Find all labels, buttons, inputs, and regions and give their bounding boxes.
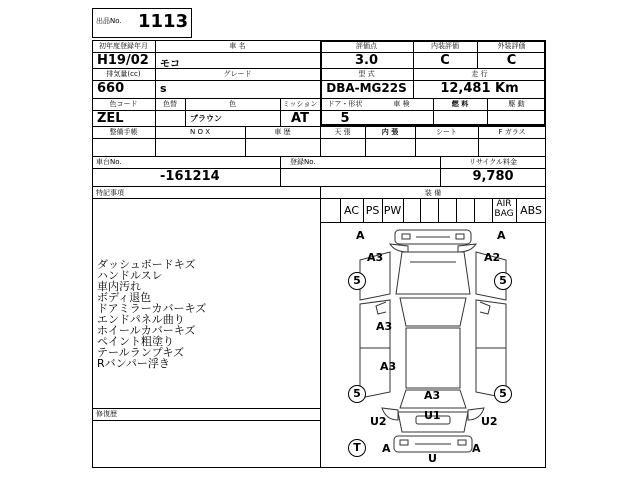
mark-front-left: A xyxy=(356,229,365,242)
mark-wheel-rl: 5 xyxy=(348,385,366,403)
mark-wheel-fr: 5 xyxy=(494,272,512,290)
mission-value: AT xyxy=(291,111,309,126)
year-label: 初年度登録年月 xyxy=(99,42,148,50)
sunroof-label: 天 張 xyxy=(334,128,351,136)
mark-hood-right: A2 xyxy=(484,251,501,264)
chassis-value: -161214 xyxy=(160,169,220,184)
mark-rear-glass: U1 xyxy=(424,409,441,422)
lot-label: 出品No. xyxy=(96,17,122,25)
note-item: エンドパネル曲り xyxy=(97,313,185,326)
color-value: ブラウン xyxy=(190,114,222,123)
mileage-value: 12,481 Km xyxy=(440,81,519,96)
mark-wheel-rr: 5 xyxy=(494,385,512,403)
equip-ac: AC xyxy=(343,204,359,217)
history-label: 車 歴 xyxy=(274,128,291,136)
color-no-label: 色替 xyxy=(163,100,177,108)
exterior-value: C xyxy=(506,53,517,68)
note-item: ダッシュボードキズ xyxy=(97,258,196,271)
mark-door-front: A3 xyxy=(376,320,393,333)
repair-label: 修復歴 xyxy=(96,410,117,418)
seat-label: シート xyxy=(436,128,457,136)
equip-ps: PS xyxy=(365,204,380,217)
note-item: ハンドルスレ xyxy=(97,269,163,282)
doors-value: 5 xyxy=(340,111,350,126)
score-label: 評価点 xyxy=(356,42,377,50)
notes-label: 特記事項 xyxy=(96,189,124,197)
displacement-value: 660 xyxy=(97,81,125,96)
interior-label: 内装評価 xyxy=(431,42,459,50)
mark-rear-left: U2 xyxy=(370,415,387,428)
model-value: モコ xyxy=(160,59,180,70)
mark-front-right: A xyxy=(497,229,506,242)
reg-label: 登録No. xyxy=(290,158,316,166)
lot-number: 1113 xyxy=(138,11,189,32)
equip-abs: ABS xyxy=(520,204,542,217)
model-label: 車 名 xyxy=(229,42,246,50)
score-value: 3.0 xyxy=(354,53,379,68)
mission-label: ミッション xyxy=(282,100,318,108)
mark-hood-left: A3 xyxy=(367,251,384,264)
note-item: 車内汚れ xyxy=(97,280,141,293)
note-item: ペイント粗塗り xyxy=(97,335,174,348)
note-item: ボディ退色 xyxy=(97,291,152,304)
year-value: H19/02 xyxy=(97,53,149,68)
recycle-value: 9,780 xyxy=(472,169,514,184)
fuel-label: 燃 料 xyxy=(451,100,469,108)
type-label: 型 式 xyxy=(358,70,375,78)
note-item: ホイールカバーキズ xyxy=(97,324,196,337)
doors-label: ドア・形状 xyxy=(327,100,363,108)
nox-label: N O X xyxy=(190,128,210,136)
color-code-value: ZEL xyxy=(97,111,124,126)
inspection-label: 車 検 xyxy=(393,100,410,108)
grade-value: s xyxy=(160,82,167,95)
grade-label: グレード xyxy=(223,70,252,78)
glass-label: F ガラス xyxy=(498,128,526,136)
note-item: ドアミラーカバーキズ xyxy=(97,302,207,315)
displacement-label: 排気量(cc) xyxy=(106,70,141,78)
color-label: 色 xyxy=(229,100,236,108)
mark-bumper-right: A xyxy=(472,442,481,455)
interior-value: C xyxy=(440,53,450,68)
manual-label: 整備手帳 xyxy=(109,128,138,136)
equip-pw: PW xyxy=(383,204,402,217)
equip-airbag: AIR BAG xyxy=(494,199,514,219)
equipment-label: 装 備 xyxy=(424,189,442,197)
exterior-label: 外装評価 xyxy=(497,42,526,50)
mark-rear-right: U2 xyxy=(481,415,498,428)
drive-label: 駆 動 xyxy=(508,100,525,108)
color-code-label: 色コード xyxy=(109,100,138,108)
type-value: DBA-MG22S xyxy=(326,81,407,95)
mileage-label: 走 行 xyxy=(471,70,488,78)
mark-trunk: A3 xyxy=(424,389,441,402)
interior2-label: 内 張 xyxy=(381,128,399,136)
mark-door-rear: A3 xyxy=(380,360,397,373)
mark-wheel-fl: 5 xyxy=(348,272,366,290)
mark-spare: T xyxy=(348,439,366,457)
mark-bumper-center: U xyxy=(428,452,437,465)
note-item: テールランプキズ xyxy=(97,346,185,359)
note-item: Rバンパー浮き xyxy=(97,357,170,370)
mark-bumper-left: A xyxy=(382,442,391,455)
car-diagram xyxy=(320,222,546,468)
recycle-label: リサイクル料金 xyxy=(468,158,518,166)
chassis-label: 車台No. xyxy=(96,158,122,166)
